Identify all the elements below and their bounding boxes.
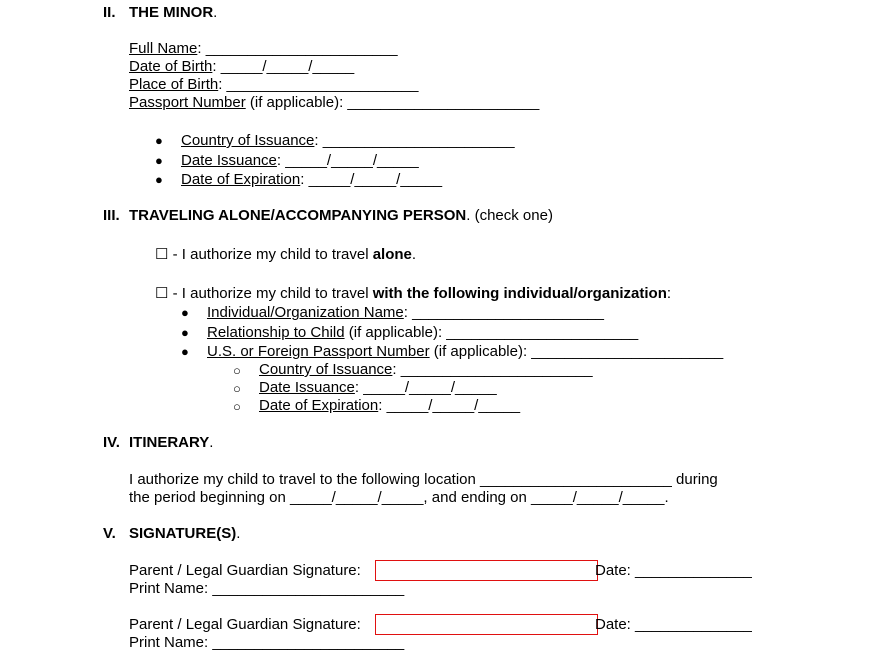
full-name-line	[129, 40, 398, 58]
passport-field[interactable]: (if applicable): _______________________	[245, 94, 540, 111]
dob-field[interactable]: : _____/_____/_____	[212, 58, 355, 75]
bullet-icon: ●	[155, 172, 163, 187]
section-heading	[129, 4, 217, 22]
bullet-icon: ●	[155, 133, 163, 148]
issuance-field[interactable]: : _____/_____/_____	[276, 152, 419, 169]
section-number: IV.	[103, 434, 120, 451]
companion-issuance-label: Date Issuance	[259, 379, 355, 396]
period: .	[213, 4, 218, 21]
period: .	[411, 246, 417, 263]
relationship-line	[207, 324, 638, 342]
companion-expiration-label: Date of Expiration	[259, 397, 379, 414]
issuance-label: Date Issuance	[181, 152, 277, 169]
colon: :	[666, 285, 672, 302]
signature-2-box[interactable]	[375, 614, 598, 635]
itinerary-line-1[interactable]: I authorize my child to travel to the following location _______________________ during	[129, 471, 718, 488]
option-alone[interactable]	[155, 246, 416, 264]
circle-bullet-icon: ○	[233, 399, 241, 414]
org-line	[207, 304, 604, 322]
section-number: II.	[103, 4, 116, 21]
accompanied-text: with the following individual/organization	[372, 285, 667, 302]
bullet-icon: ●	[181, 325, 189, 340]
companion-passport-field[interactable]: (if applicable): _______________________	[429, 343, 724, 360]
companion-country-label: Country of Issuance	[259, 361, 393, 378]
pob-line	[129, 76, 418, 94]
full-name-field[interactable]: : _______________________	[197, 40, 398, 57]
companion-expiration-field[interactable]: : _____/_____/_____	[378, 397, 521, 414]
signature-2-date[interactable]: Date: ______________	[595, 616, 752, 633]
passport-line	[129, 94, 539, 112]
section-heading	[129, 434, 213, 452]
pob-label: Place of Birth	[129, 76, 219, 93]
print-name-2[interactable]: Print Name: _______________________	[129, 634, 405, 651]
companion-issuance-line	[259, 379, 497, 397]
section-number: III.	[103, 207, 120, 224]
section-heading	[129, 525, 240, 543]
bullet-icon: ●	[155, 153, 163, 168]
org-label: Individual/Organization Name	[207, 304, 404, 321]
passport-label: Passport Number	[129, 94, 246, 111]
period: .	[236, 525, 241, 542]
bullet-icon: ●	[181, 305, 189, 320]
print-name-1[interactable]: Print Name: _______________________	[129, 580, 405, 597]
signature-1-label: Parent / Legal Guardian Signature:	[129, 562, 361, 579]
signature-1-box[interactable]	[375, 560, 598, 581]
signature-1-date[interactable]: Date: ______________	[595, 562, 752, 579]
issuance-line	[181, 152, 419, 170]
country-label: Country of Issuance	[181, 132, 315, 149]
itinerary-line-2[interactable]: the period beginning on _____/_____/_____, and ending on _____/_____/_____.	[129, 489, 669, 506]
relationship-field[interactable]: (if applicable): _______________________	[344, 324, 639, 341]
companion-issuance-field[interactable]: : _____/_____/_____	[354, 379, 497, 396]
expiration-line	[181, 171, 442, 189]
companion-expiration-line	[259, 397, 520, 415]
option-accompanied[interactable]	[155, 285, 671, 303]
checkbox-alone[interactable]: ☐ - I authorize my child to travel	[155, 246, 373, 263]
country-line	[181, 132, 515, 150]
companion-passport-label: U.S. or Foreign Passport Number	[207, 343, 430, 360]
dob-line	[129, 58, 354, 76]
circle-bullet-icon: ○	[233, 363, 241, 378]
check-one-note: . (check one)	[466, 207, 553, 224]
alone-text: alone	[372, 246, 412, 263]
section-number: V.	[103, 525, 116, 542]
bullet-icon: ●	[181, 344, 189, 359]
expiration-label: Date of Expiration	[181, 171, 301, 188]
companion-country-line	[259, 361, 593, 379]
period: .	[209, 434, 214, 451]
country-field[interactable]: : _______________________	[314, 132, 515, 149]
org-field[interactable]: : _______________________	[403, 304, 604, 321]
section-title: TRAVELING ALONE/ACCOMPANYING PERSON	[129, 207, 467, 224]
section-title: THE MINOR	[129, 4, 214, 21]
expiration-field[interactable]: : _____/_____/_____	[300, 171, 443, 188]
section-title: SIGNATURE(S)	[129, 525, 237, 542]
companion-country-field[interactable]: : _______________________	[392, 361, 593, 378]
section-heading	[129, 207, 553, 225]
pob-field[interactable]: : _______________________	[218, 76, 419, 93]
signature-2-label: Parent / Legal Guardian Signature:	[129, 616, 361, 633]
dob-label: Date of Birth	[129, 58, 213, 75]
companion-passport-line	[207, 343, 723, 361]
relationship-label: Relationship to Child	[207, 324, 345, 341]
checkbox-accompanied[interactable]: ☐ - I authorize my child to travel	[155, 285, 373, 302]
full-name-label: Full Name	[129, 40, 198, 57]
section-title: ITINERARY	[129, 434, 210, 451]
circle-bullet-icon: ○	[233, 381, 241, 396]
